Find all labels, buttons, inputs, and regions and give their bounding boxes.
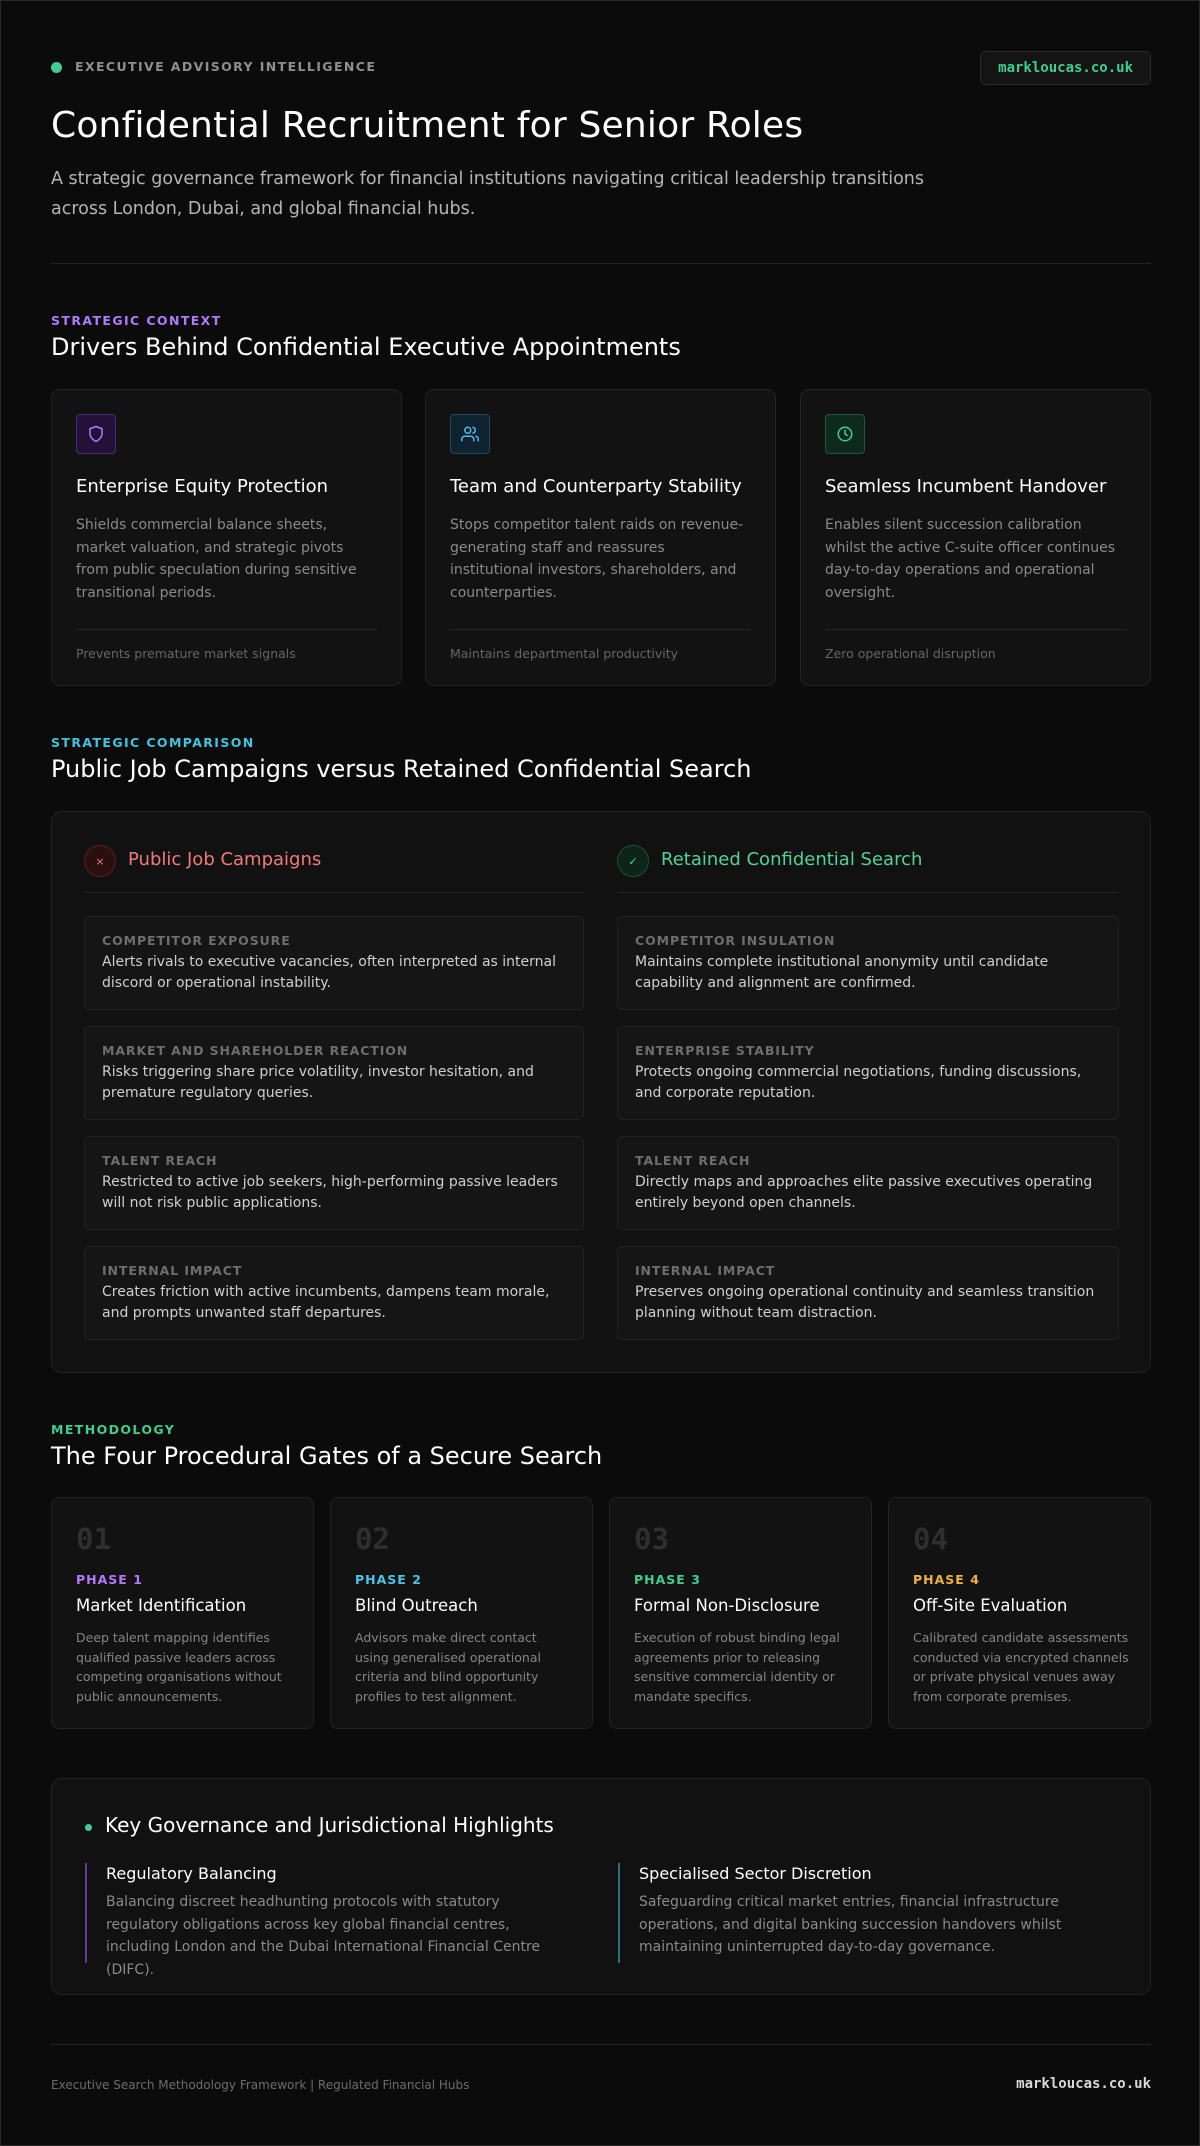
driver-card-title: Team and Counterparty Stability bbox=[450, 476, 742, 497]
phase-tag: PHASE 3 bbox=[634, 1572, 701, 1587]
phase-card bbox=[330, 1497, 593, 1729]
drivers-eyebrow: STRATEGIC CONTEXT bbox=[51, 313, 222, 328]
clock-icon bbox=[825, 414, 865, 454]
row-value: Preserves ongoing operational continuity and seamless transition planning without team distraction. bbox=[635, 1284, 1095, 1321]
status-dot-icon bbox=[51, 62, 62, 73]
phase-title: Market Identification bbox=[76, 1596, 247, 1615]
comparison-row bbox=[84, 916, 584, 1010]
comparison-row bbox=[617, 1246, 1119, 1340]
phase-text: Deep talent mapping identifies qualified passive leaders across competing organisations without public announcements. bbox=[76, 1630, 282, 1704]
methodology-eyebrow: METHODOLOGY bbox=[51, 1422, 176, 1437]
driver-card-footer: Zero operational disruption bbox=[825, 646, 996, 661]
phase-number: 04 bbox=[913, 1522, 948, 1556]
highlight-title: Specialised Sector Discretion bbox=[639, 1864, 872, 1883]
phase-card bbox=[51, 1497, 314, 1729]
drivers-title: Drivers Behind Confidential Executive Appointments bbox=[51, 333, 681, 361]
phase-title: Blind Outreach bbox=[355, 1596, 478, 1615]
driver-card-footer: Prevents premature market signals bbox=[76, 646, 296, 661]
public-column-header bbox=[84, 844, 584, 878]
phase-number: 02 bbox=[355, 1522, 390, 1556]
phase-number: 03 bbox=[634, 1522, 669, 1556]
methodology-title: The Four Procedural Gates of a Secure Search bbox=[51, 1442, 603, 1470]
row-label: TALENT REACH bbox=[102, 1153, 218, 1168]
row-label: INTERNAL IMPACT bbox=[635, 1263, 776, 1278]
phase-card bbox=[888, 1497, 1151, 1729]
highlight-text: Safeguarding critical market entries, financial infrastructure operations, and digital banking succession handovers whilst maintaining uninterrupted day-to-day governance. bbox=[639, 1894, 1062, 1955]
phase-tag: PHASE 2 bbox=[355, 1572, 422, 1587]
footer-caption: Executive Search Methodology Framework | Regulated Financial Hubs bbox=[51, 2078, 470, 2092]
divider bbox=[76, 629, 377, 630]
row-label: TALENT REACH bbox=[635, 1153, 751, 1168]
highlight-title: Regulatory Balancing bbox=[106, 1864, 277, 1883]
phase-card bbox=[609, 1497, 872, 1729]
row-label: ENTERPRISE STABILITY bbox=[635, 1043, 815, 1058]
row-value: Maintains complete institutional anonymity until candidate capability and alignment are confirmed. bbox=[635, 954, 1049, 991]
phase-text: Calibrated candidate assessments conducted via encrypted channels or private physical venues away from corporate premises. bbox=[913, 1630, 1129, 1704]
comparison-panel bbox=[51, 811, 1151, 1373]
divider bbox=[51, 2044, 1151, 2045]
row-label: COMPETITOR INSULATION bbox=[635, 933, 836, 948]
row-value: Creates friction with active incumbents, dampens team morale, and prompts unwanted staff departures. bbox=[102, 1284, 550, 1321]
retained-column-title: Retained Confidential Search bbox=[661, 849, 923, 870]
bullet-dot-icon bbox=[85, 1824, 92, 1831]
comparison-row bbox=[84, 1246, 584, 1340]
divider bbox=[617, 892, 1119, 893]
comparison-row bbox=[84, 1136, 584, 1230]
page-lead: A strategic governance framework for financial institutions navigating critical leadership transitions across London, Dubai, and global financial hubs. bbox=[51, 169, 925, 219]
driver-card-title: Seamless Incumbent Handover bbox=[825, 476, 1107, 497]
comparison-row bbox=[617, 1026, 1119, 1120]
phase-tag: PHASE 1 bbox=[76, 1572, 143, 1587]
row-value: Risks triggering share price volatility, investor hesitation, and premature regulatory queries. bbox=[102, 1064, 534, 1101]
driver-card-footer: Maintains departmental productivity bbox=[450, 646, 679, 661]
phase-number: 01 bbox=[76, 1522, 111, 1556]
row-value: Protects ongoing commercial negotiations, funding discussions, and corporate reputation. bbox=[635, 1064, 1082, 1101]
driver-card bbox=[51, 389, 402, 686]
highlight-item bbox=[85, 1863, 585, 1978]
check-icon: ✓ bbox=[617, 845, 649, 877]
row-label: INTERNAL IMPACT bbox=[102, 1263, 243, 1278]
public-column-title: Public Job Campaigns bbox=[128, 849, 322, 870]
highlights-panel bbox=[51, 1778, 1151, 1995]
phase-text: Execution of robust binding legal agreements prior to releasing sensitive commercial identity or mandate specifics. bbox=[634, 1630, 840, 1704]
row-label: MARKET AND SHAREHOLDER REACTION bbox=[102, 1043, 409, 1058]
site-link-badge[interactable]: markloucas.co.uk bbox=[980, 51, 1151, 85]
row-value: Alerts rivals to executive vacancies, often interpreted as internal discord or operational instability. bbox=[102, 954, 556, 991]
top-bar bbox=[51, 51, 1151, 85]
comparison-eyebrow: STRATEGIC COMPARISON bbox=[51, 735, 255, 750]
row-value: Restricted to active job seekers, high-performing passive leaders will not risk public applications. bbox=[102, 1174, 558, 1211]
row-label: COMPETITOR EXPOSURE bbox=[102, 933, 291, 948]
phase-title: Off-Site Evaluation bbox=[913, 1596, 1068, 1615]
accent-bar bbox=[85, 1863, 87, 1963]
driver-card-text: Enables silent succession calibration whilst the active C-suite officer continues day-to-day operations and operational oversight. bbox=[825, 517, 1115, 601]
shield-icon bbox=[76, 414, 116, 454]
comparison-row bbox=[617, 916, 1119, 1010]
comparison-title: Public Job Campaigns versus Retained Confidential Search bbox=[51, 755, 752, 783]
close-icon: × bbox=[84, 845, 116, 877]
driver-card-text: Stops competitor talent raids on revenue-generating staff and reassures institutional investors, shareholders, and counterparties. bbox=[450, 517, 744, 601]
retained-column-header bbox=[617, 844, 1119, 878]
divider bbox=[84, 892, 584, 893]
divider bbox=[450, 629, 751, 630]
divider bbox=[51, 263, 1151, 264]
driver-card-text: Shields commercial balance sheets, market valuation, and strategic pivots from public speculation during sensitive transitional periods. bbox=[76, 517, 357, 601]
comparison-row bbox=[617, 1136, 1119, 1230]
highlight-text: Balancing discreet headhunting protocols with statutory regulatory obligations across key global financial centres, including London and the Dubai International Financial Centre (DIFC). bbox=[106, 1894, 541, 1978]
comparison-row bbox=[84, 1026, 584, 1120]
users-icon bbox=[450, 414, 490, 454]
driver-card bbox=[800, 389, 1151, 686]
highlight-item bbox=[618, 1863, 1118, 1963]
driver-card bbox=[425, 389, 776, 686]
accent-bar bbox=[618, 1863, 620, 1963]
phase-title: Formal Non-Disclosure bbox=[634, 1596, 820, 1615]
footer-site-link[interactable]: markloucas.co.uk bbox=[1016, 2076, 1151, 2092]
page-title: Confidential Recruitment for Senior Roles bbox=[51, 105, 804, 146]
highlights-title: Key Governance and Jurisdictional Highlights bbox=[105, 1813, 554, 1837]
driver-card-title: Enterprise Equity Protection bbox=[76, 476, 329, 497]
phase-tag: PHASE 4 bbox=[913, 1572, 980, 1587]
brand-label: EXECUTIVE ADVISORY INTELLIGENCE bbox=[75, 59, 377, 74]
phase-text: Advisors make direct contact using generalised operational criteria and blind opportunity profiles to test alignment. bbox=[355, 1630, 541, 1704]
divider bbox=[825, 629, 1126, 630]
row-value: Directly maps and approaches elite passive executives operating entirely beyond open channels. bbox=[635, 1174, 1093, 1211]
